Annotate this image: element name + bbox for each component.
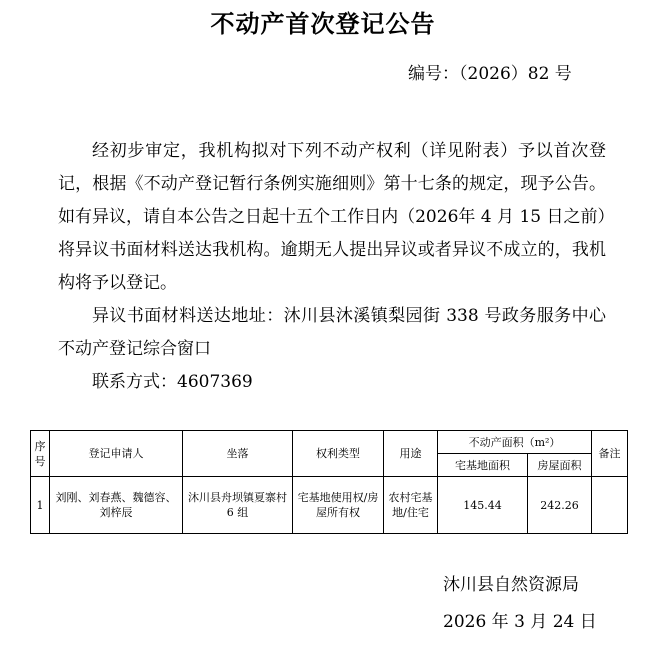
header-house-area: 房屋面积 xyxy=(528,454,592,477)
header-right-type: 权利类型 xyxy=(293,431,384,477)
notice-body xyxy=(58,135,606,399)
header-applicant: 登记申请人 xyxy=(50,431,183,477)
cell-right-type: 宅基地使用权/房屋所有权 xyxy=(293,477,384,534)
notice-title: 不动产首次登记公告 xyxy=(210,10,436,38)
cell-location: 沐川县舟坝镇夏寨村 6 组 xyxy=(183,477,293,534)
header-usage: 用途 xyxy=(384,431,438,477)
header-area-group: 不动产面积（m²） xyxy=(438,431,592,454)
notice-paragraph-main: 经初步审定，我机构拟对下列不动产权利（详见附表）予以首次登记，根据《不动产登记暂行条例实施细则》第十七条的规定，现予公告。如有异议，请自本公告之日起十五个工作日内（2026年 4 月 15 日之前）将异议书面材料送达我机构。逾期无人提出异议或者异议不成立的，我机构将予以登记。 xyxy=(58,141,606,293)
table-row xyxy=(31,477,628,534)
cell-remark xyxy=(592,477,628,534)
registration-table xyxy=(30,430,628,534)
header-seq: 序号 xyxy=(31,431,50,477)
document-number: 编号：（2026）82 号 xyxy=(408,64,572,84)
header-land-area: 宅基地面积 xyxy=(438,454,528,477)
table-header-row xyxy=(31,431,628,454)
header-remark: 备注 xyxy=(592,431,628,477)
issuing-organization: 沐川县自然资源局 xyxy=(443,575,579,595)
cell-usage: 农村宅基地/住宅 xyxy=(384,477,438,534)
objection-address: 异议书面材料送达地址：沐川县沐溪镇梨园街 338 号政务服务中心不动产登记综合窗口 xyxy=(58,306,606,359)
contact-info: 联系方式：4607369 xyxy=(92,372,253,392)
cell-applicant: 刘刚、刘春燕、魏德容、刘梓辰 xyxy=(50,477,183,534)
issue-date: 2026 年 3 月 24 日 xyxy=(443,612,597,632)
cell-house-area: 242.26 xyxy=(528,477,592,534)
cell-land-area: 145.44 xyxy=(438,477,528,534)
header-location: 坐落 xyxy=(183,431,293,477)
cell-seq: 1 xyxy=(31,477,50,534)
